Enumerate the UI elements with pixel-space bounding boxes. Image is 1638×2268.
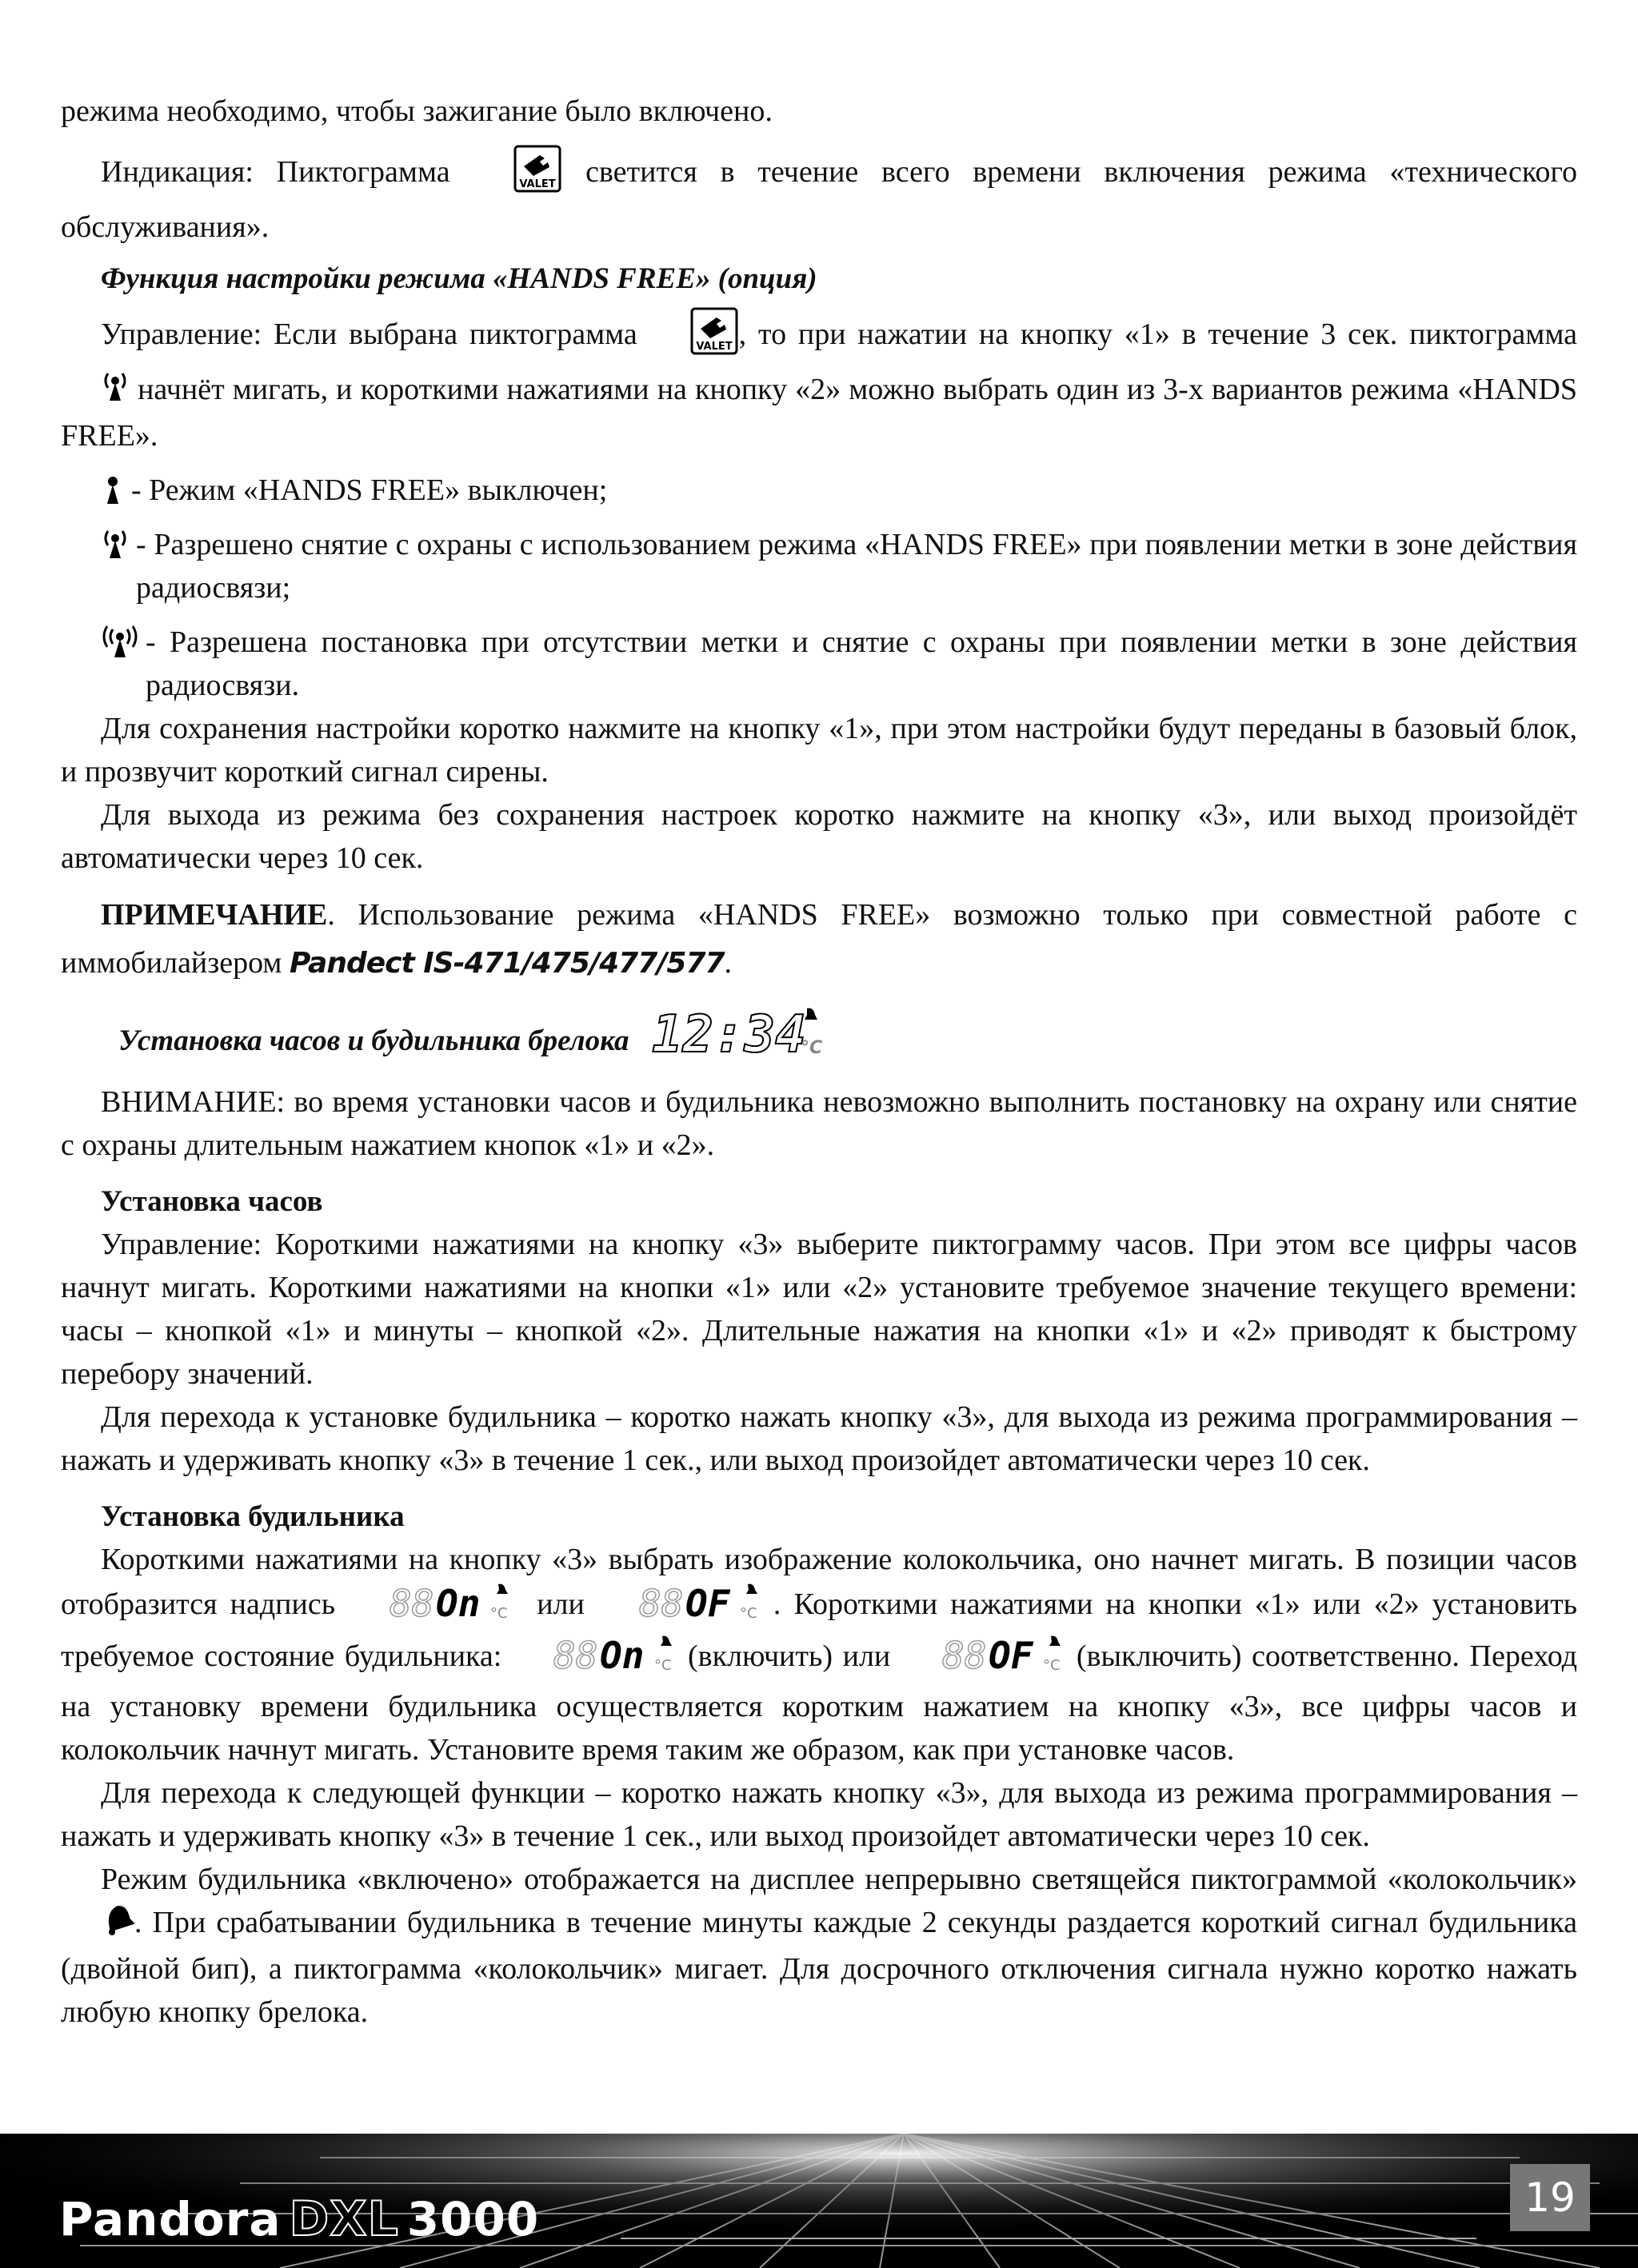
antenna-signal-icon bbox=[61, 370, 130, 414]
paragraph-warning: ВНИМАНИЕ: во время установки часов и будильника невозможно выполнить постановку на охрану или снятие с охраны длительным нажатием кнопок «1» и «2». bbox=[61, 1084, 1577, 1162]
paragraph-ignition: режима необходимо, чтобы зажигание было включено. bbox=[61, 94, 773, 128]
bell-icon bbox=[61, 1903, 134, 1947]
antenna-icon bbox=[101, 473, 125, 509]
svg-text:OF: OF bbox=[988, 1633, 1033, 1673]
antenna-double-signal-icon bbox=[101, 625, 139, 663]
lcd-alarm-off-display bbox=[597, 1581, 773, 1633]
pandect-brand: Pandect IS-471/475/477/577 bbox=[289, 946, 725, 980]
page-content bbox=[61, 90, 1577, 2034]
lcd-clock-display bbox=[649, 1005, 833, 1077]
subsection-title-set-clock: Установка часов bbox=[101, 1184, 323, 1218]
paragraph-set-alarm-2: Для перехода к следующей функции – коротко нажать кнопку «3», для выхода из режима программирования – нажать и удерживать кнопку «3» в течение 1 сек., или выход произойдет автоматически через 10 сек. bbox=[61, 1775, 1577, 1853]
paragraph-note: ПРИМЕЧАНИЕ. Использование режима «HANDS FREE» возможно только при совместной работе с иммобилайзером Pandect IS-471/475/477/577. bbox=[61, 897, 1577, 980]
page-footer bbox=[0, 2134, 1638, 2268]
antenna-signal-icon bbox=[101, 528, 130, 564]
svg-text:OF: OF bbox=[685, 1581, 730, 1621]
section-title-hands-free: Функция настройки режима «HANDS FREE» (опция) bbox=[101, 262, 817, 295]
svg-text:88: 88 bbox=[941, 1633, 987, 1673]
lcd-alarm-off-display bbox=[901, 1633, 1077, 1685]
bell-icon bbox=[805, 1008, 817, 1019]
svg-text:88: 88 bbox=[638, 1581, 684, 1621]
valet-wrench-icon bbox=[473, 144, 562, 206]
paragraph-save: Для сохранения настройки коротко нажмите на кнопку «1», при этом настройки будут переданы в базовый блок, и прозвучит короткий сигнал сирены. bbox=[61, 711, 1577, 789]
lcd-clock-digits: 12:34 bbox=[651, 1004, 806, 1058]
footer-divider-line bbox=[621, 2238, 1476, 2239]
option-hands-free-disarm: - Разрешено снятие с охраны с использованием режима «HANDS FREE» при появлении метки в зоне действия радиосвязи; bbox=[61, 523, 1577, 609]
svg-text:°C: °C bbox=[653, 1656, 672, 1673]
paragraph-set-clock-1: Управление: Короткими нажатиями на кнопку «3» выберите пиктограмму часов. При этом все цифры часов начнут мигать. Короткими нажатиями на кнопки «1» или «2» установите требуемое значение текущего времени: часы – кнопкой «1» и минуты – кнопкой «2». Длительные нажатия на кнопки «1» и «2» приводят к быстрому перебору значений. bbox=[61, 1227, 1577, 1391]
paragraph-set-alarm-3: Режим будильника «включено» отображается на дисплее непрерывно светящейся пиктограммой «колокольчик» . При срабатывании будильника в течение минуты каждые 2 секунды раздается короткий сигнал будильника (двойной бип), а пиктограмма «колокольчик» мигает. Для досрочного отключения сигнала нужно коротко нажать любую кнопку брелока. bbox=[61, 1862, 1577, 2029]
paragraph-set-clock-2: Для перехода к установке будильника – коротко нажать кнопку «3», для выхода из режима программирования – нажать и удерживать кнопку «3» в течение 1 сек., или выход произойдет автоматически через 10 сек. bbox=[61, 1400, 1577, 1477]
svg-text:VALET: VALET bbox=[519, 178, 556, 190]
lcd-alarm-on-display bbox=[512, 1633, 688, 1685]
svg-text:°C: °C bbox=[739, 1604, 757, 1621]
option-hands-free-off: - Режим «HANDS FREE» выключен; bbox=[61, 469, 1577, 512]
paragraph-hands-free-control: Управление: Если выбрана пиктограмма VALET , то при нажатии на кнопку «1» в течение 3 сек. пиктограмма начнёт мигать, и короткими нажатиями на кнопку «2» можно выбрать один из 3-х вариантов режима «HANDS FREE». bbox=[61, 306, 1577, 457]
valet-wrench-icon bbox=[649, 306, 739, 368]
svg-text:°C: °C bbox=[490, 1604, 508, 1621]
svg-text:°C: °C bbox=[800, 1037, 822, 1058]
lcd-alarm-on-display bbox=[348, 1581, 524, 1633]
paragraph-exit: Для выхода из режима без сохранения настроек коротко нажмите на кнопку «3», или выход произойдёт автоматически через 10 сек. bbox=[61, 797, 1577, 875]
subsection-title-set-alarm: Установка будильника bbox=[101, 1499, 405, 1533]
svg-text:On: On bbox=[599, 1633, 645, 1673]
pandora-logo: Pandora DXL 3000 bbox=[59, 2191, 540, 2247]
page-number: 19 bbox=[1510, 2164, 1590, 2231]
paragraph-indication: Индикация: Пиктограмма VALET светится в течение всего времени включения режима «технического обслуживания». bbox=[61, 144, 1577, 249]
svg-text:88: 88 bbox=[553, 1633, 598, 1673]
svg-text:88: 88 bbox=[390, 1581, 434, 1621]
option-hands-free-arm-disarm: - Разрешена постановка при отсутствии метки и снятие с охраны при появлении метки в зоне действия радиосвязи. bbox=[61, 621, 1577, 707]
svg-text:°C: °C bbox=[1042, 1656, 1061, 1673]
svg-text:VALET: VALET bbox=[695, 341, 733, 353]
svg-text:On: On bbox=[436, 1581, 481, 1621]
section-title-clock: Установка часов и будильника брелока 12:34 °C bbox=[118, 1005, 1577, 1077]
paragraph-set-alarm-1: Короткими нажатиями на кнопку «3» выбрать изображение колокольчика, оно начнет мигать. В позиции часов отобразится надпись 88 On °C или 88 OF °C . Короткими нажатиями на кнопки «1» или «2» установить требуемое состояние будильника: 88 On °C (включить) или 88 OF °C (выключить) соответственно. Переход на установку времени будильника осуществляется коротким нажатием на кнопку «3», все цифры часов и колокольчик начнут мигать. Установите время таким же образом, как при установке часов. bbox=[61, 1542, 1578, 1767]
